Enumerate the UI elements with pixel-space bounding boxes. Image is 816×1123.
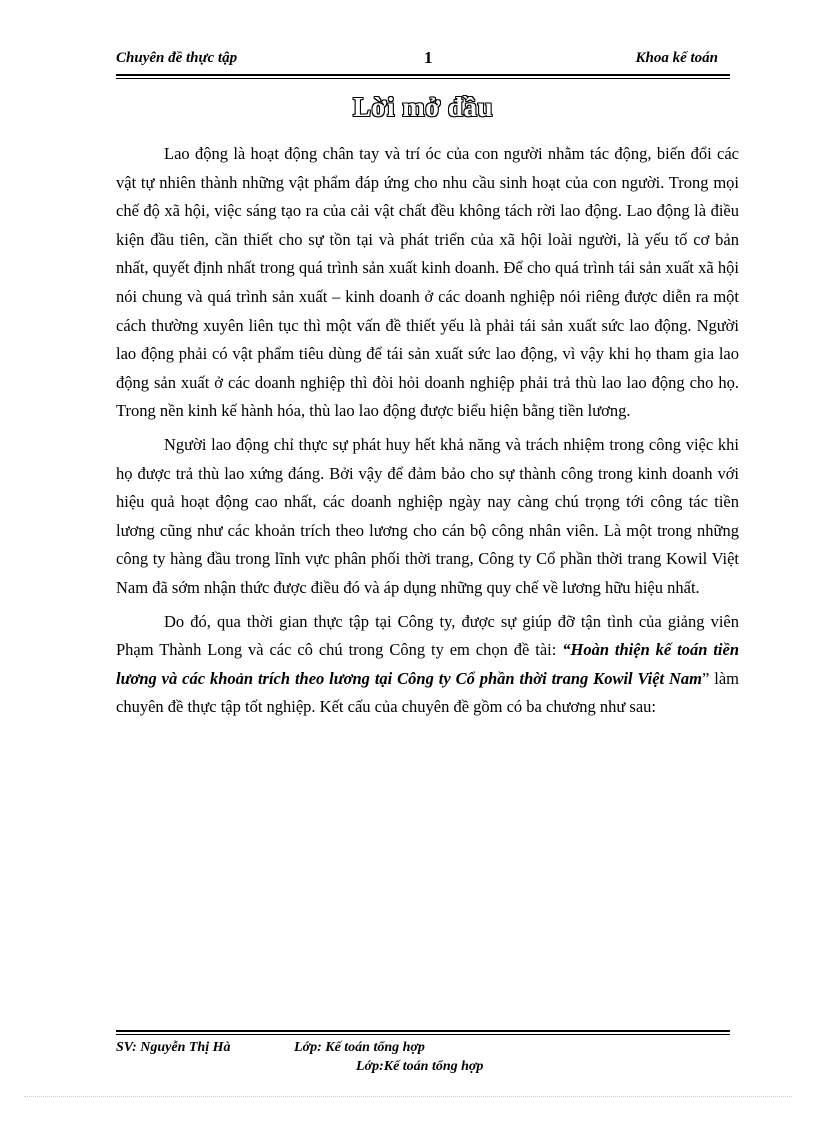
paragraph-2: Người lao động chỉ thực sự phát huy hết khả năng và trách nhiệm trong công việc khi họ được trả thù lao xứng đáng. Bởi vậy để đảm bảo cho sự thành công trong kinh doanh với hiệu quả hoạt động cao nhất, các doanh nghiệp ngày nay càng chú trọng tới công tác tiền lương cũng như các khoản trích theo lương cho cán bộ công nhân viên. Là một trong những công ty hàng đầu trong lĩnh vực phân phối thời trang, Công ty Cổ phần thời trang Kowil Việt Nam đã sớm nhận thức được điều đó và áp dụng những quy chế về lương hữu hiệu nhất. bbox=[116, 434, 739, 597]
footer-class: Lớp: Kế toán tổng hợp bbox=[294, 1040, 425, 1055]
footer-student-name: SV: Nguyễn Thị Hà bbox=[116, 1040, 231, 1055]
header-department: Khoa kế toán bbox=[635, 50, 718, 66]
page-title: Lời mở đầu bbox=[353, 92, 493, 122]
paragraph-3-rest: ” làm chuyên đề thực tập tốt nghiệp. Kết cấu của chuyên đề gồm có ba chương như sau: bbox=[116, 668, 739, 717]
paragraph-3-intro: Do đó, qua thời gian thực tập tại Công ty, được sự giúp đỡ tận tình của giảng viên Phạm Thành Long và các cô chú trong Công ty em chọn đề tài: bbox=[116, 611, 739, 660]
footer-rule-thin bbox=[116, 1034, 730, 1035]
page-header bbox=[116, 48, 730, 72]
header-rule-thick bbox=[116, 74, 730, 76]
page-edge-dotted-line bbox=[24, 1096, 792, 1097]
document-body bbox=[116, 140, 739, 727]
page-number: 1 bbox=[424, 48, 433, 67]
footer-rule-thick bbox=[116, 1030, 730, 1032]
thesis-topic: “Hoàn thiện kế toán tiền lương và các khoản trích theo lương tại Công ty Cổ phần thời trang Kowil Việt Nam bbox=[116, 640, 739, 688]
paragraph-1: Lao động là hoạt động chân tay và trí óc của con người nhằm tác động, biến đổi các vật tự nhiên thành những vật phẩm đáp ứng cho nhu cầu sinh hoạt của con người. Trong mọi chế độ xã hội, việc sáng tạo ra của cải vật chất đều không tách rời lao động. Lao động là điều kiện đầu tiên, cần thiết cho sự tồn tại và phát triển của xã hội loài người, là yếu tố cơ bản nhất, quyết định nhất trong quá trình sản xuất kinh doanh. Để cho quá trình tái sản xuất xã hội nói chung và quá trình sản xuất – kinh doanh ở các doanh nghiệp nói riêng được diễn ra một cách thường xuyên liên tục thì một vấn đề thiết yếu là phải tái sản xuất sức lao động. Người lao động phải có vật phẩm tiêu dùng để tái sản xuất sức lao động, vì vậy khi họ tham gia lao động sản xuất ở các doanh nghiệp thì đòi hỏi doanh nghiệp phải trả thù lao lao động cho họ. Trong nền kinh kế hành hóa, thù lao lao động được biểu hiện bằng tiền lương. bbox=[116, 144, 739, 421]
footer-class-repeat: Lớp:Kế toán tổng hợp bbox=[356, 1059, 484, 1074]
header-document-type: Chuyên đề thực tập bbox=[116, 50, 238, 66]
header-rule-thin bbox=[116, 78, 730, 79]
paragraph-3 bbox=[116, 608, 739, 722]
